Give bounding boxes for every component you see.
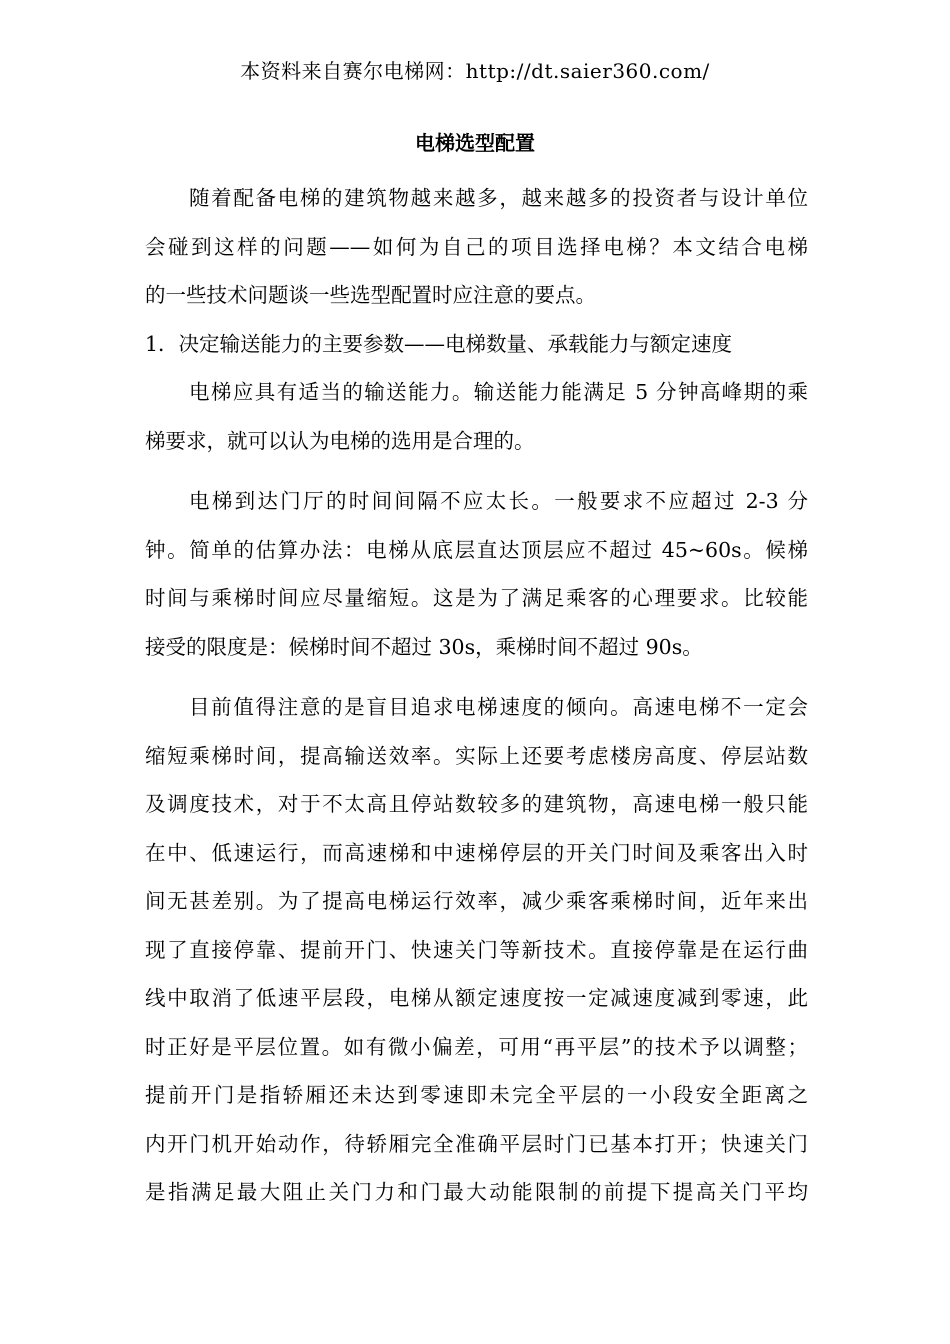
paragraph-line: 及调度技术，对于不太高且停站数较多的建筑物，高速电梯一般只能 (145, 792, 808, 816)
paragraph-line: 梯要求，就可以认为电梯的选用是合理的。 (145, 428, 535, 453)
paragraph-line: 在中、低速运行，而高速梯和中速梯停层的开关门时间及乘客出入时 (145, 840, 808, 865)
paragraph-intro (145, 174, 808, 320)
source-header: 本资料来自赛尔电梯网：http://dt.saier360.com/ (240, 59, 710, 83)
document-title: 电梯选型配置 (415, 131, 535, 155)
paragraph-line: 的一些技术问题谈一些选型配置时应注意的要点。 (145, 283, 596, 307)
paragraph-line: 缩短乘梯时间，提高输送效率。实际上还要考虑楼房高度、停层站数 (145, 743, 808, 768)
paragraph-line: 线中取消了低速平层段，电梯从额定速度按一定减速度减到零速，此 (145, 986, 808, 1010)
paragraph-line: 内开门机开始动作，待轿厢完全准确平层时门已基本打开；快速关门 (145, 1131, 808, 1156)
paragraph-line: 随着配备电梯的建筑物越来越多，越来越多的投资者与设计单位 (189, 186, 808, 210)
paragraph-spacer (145, 671, 808, 683)
paragraph-line: 目前值得注意的是盲目追求电梯速度的倾向。高速电梯不一定会 (189, 695, 808, 719)
paragraph-line: 电梯到达门厅的时间间隔不应太长。一般要求不应超过 2-3 分 (189, 489, 808, 513)
section-heading: 1．决定输送能力的主要参数——电梯数量、承载能力与额定速度 (145, 331, 733, 356)
paragraph-line: 间无甚差别。为了提高电梯运行效率，减少乘客乘梯时间，近年来出 (145, 889, 808, 913)
document-body (145, 174, 808, 1217)
paragraph-spacer (145, 465, 808, 477)
paragraph-line: 是指满足最大阻止关门力和门最大动能限制的前提下提高关门平均 (145, 1180, 808, 1204)
paragraph-interval (145, 477, 808, 671)
paragraph-line: 电梯应具有适当的输送能力。输送能力能满足 5 分钟高峰期的乘 (189, 380, 808, 404)
paragraph-line: 会碰到这样的问题——如何为自己的项目选择电梯？本文结合电梯 (145, 234, 808, 259)
paragraph-speed (145, 683, 808, 1217)
paragraph-line: 时正好是平层位置。如有微小偏差，可用“再平层”的技术予以调整； (145, 1034, 808, 1059)
paragraph-line: 提前开门是指轿厢还未达到零速即未完全平层的一小段安全距离之 (145, 1083, 808, 1107)
paragraph-capacity (145, 368, 808, 465)
paragraph-line: 接受的限度是：候梯时间不超过 30s，乘梯时间不超过 90s。 (145, 634, 703, 659)
paragraph-line: 钟。简单的估算办法：电梯从底层直达顶层应不超过 45~60s。候梯 (145, 537, 808, 562)
paragraph-line: 现了直接停靠、提前开门、快速关门等新技术。直接停靠是在运行曲 (145, 937, 808, 962)
paragraph-line: 时间与乘梯时间应尽量缩短。这是为了满足乘客的心理要求。比较能 (145, 586, 808, 610)
section-heading-1 (145, 320, 808, 369)
